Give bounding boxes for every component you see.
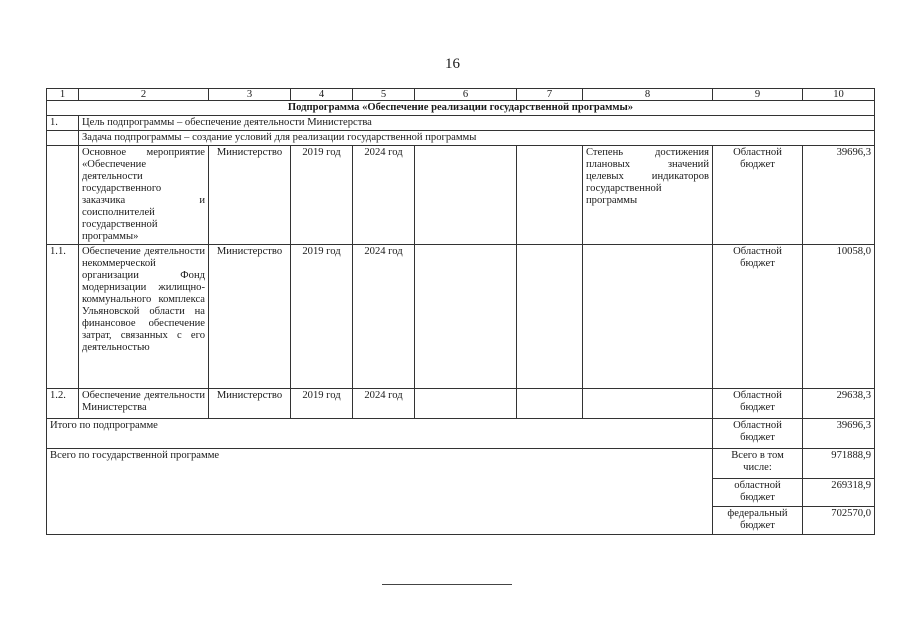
subtotal-label: Итого по подпрограмме: [47, 419, 713, 449]
row-indicator: [583, 389, 713, 419]
program-table: [46, 88, 875, 535]
total-row: [47, 449, 875, 479]
row-indicator: Степень достижения плановых значений целевых индикаторов государственной программы: [583, 146, 713, 245]
goal-text: Цель подпрограммы – обеспечение деятельности Министерства: [79, 116, 875, 131]
total-amount: 971888,9: [803, 449, 875, 479]
column-number: 9: [713, 89, 803, 101]
subtotal-row: [47, 419, 875, 449]
row-number: [47, 146, 79, 245]
column-number: 4: [291, 89, 353, 101]
row-col7: [517, 389, 583, 419]
row-end: 2024 год: [353, 245, 415, 389]
row-col7: [517, 146, 583, 245]
row-name: Обеспечение деятельности некоммерческой организации Фонд модернизации жилищно-коммунального комплекса Ульяновской области на финансовое обеспечение затрат, связанных с его деятельностью: [79, 245, 209, 389]
column-number: 10: [803, 89, 875, 101]
row-start: 2019 год: [291, 245, 353, 389]
goal-row: [47, 116, 875, 131]
goal-number: 1.: [47, 116, 79, 131]
page-number: 16: [445, 56, 460, 72]
total-source: Всего в том числе:: [713, 449, 803, 479]
row-amount: 10058,0: [803, 245, 875, 389]
row-executor: Министерство: [209, 146, 291, 245]
column-number: 1: [47, 89, 79, 101]
column-number: 6: [415, 89, 517, 101]
row-executor: Министерство: [209, 389, 291, 419]
task-text: Задача подпрограммы – создание условий для реализации государственной программы: [79, 131, 875, 146]
total-amount: 702570,0: [803, 507, 875, 535]
row-col6: [415, 389, 517, 419]
total-source: областной бюджет: [713, 479, 803, 507]
table-row: [47, 389, 875, 419]
row-col6: [415, 245, 517, 389]
row-col7: [517, 245, 583, 389]
table-row: [47, 245, 875, 389]
table-row: [47, 146, 875, 245]
end-rule: [382, 584, 512, 585]
row-name: Основное мероприятие «Обеспечение деятельности государственного заказчика и соисполнителей государственной программы»: [79, 146, 209, 245]
row-executor: Министерство: [209, 245, 291, 389]
row-source: Областной бюджет: [713, 146, 803, 245]
row-end: 2024 год: [353, 146, 415, 245]
task-row: [47, 131, 875, 146]
row-name: Обеспечение деятельности Министерства: [79, 389, 209, 419]
row-col6: [415, 146, 517, 245]
task-number-empty: [47, 131, 79, 146]
column-number: 8: [583, 89, 713, 101]
row-end: 2024 год: [353, 389, 415, 419]
subprogram-title-row: [47, 101, 875, 116]
column-number-row: [47, 89, 875, 101]
row-number: 1.1.: [47, 245, 79, 389]
total-amount: 269318,9: [803, 479, 875, 507]
subtotal-source: Областной бюджет: [713, 419, 803, 449]
row-indicator: [583, 245, 713, 389]
total-label: Всего по государственной программе: [47, 449, 713, 535]
row-source: Областной бюджет: [713, 245, 803, 389]
column-number: 5: [353, 89, 415, 101]
column-number: 2: [79, 89, 209, 101]
row-amount: 39696,3: [803, 146, 875, 245]
subtotal-amount: 39696,3: [803, 419, 875, 449]
column-number: 3: [209, 89, 291, 101]
subprogram-title: Подпрограмма «Обеспечение реализации государственной программы»: [47, 101, 875, 116]
row-start: 2019 год: [291, 146, 353, 245]
row-source: Областной бюджет: [713, 389, 803, 419]
row-start: 2019 год: [291, 389, 353, 419]
row-number: 1.2.: [47, 389, 79, 419]
row-amount: 29638,3: [803, 389, 875, 419]
total-source: федеральный бюджет: [713, 507, 803, 535]
column-number: 7: [517, 89, 583, 101]
